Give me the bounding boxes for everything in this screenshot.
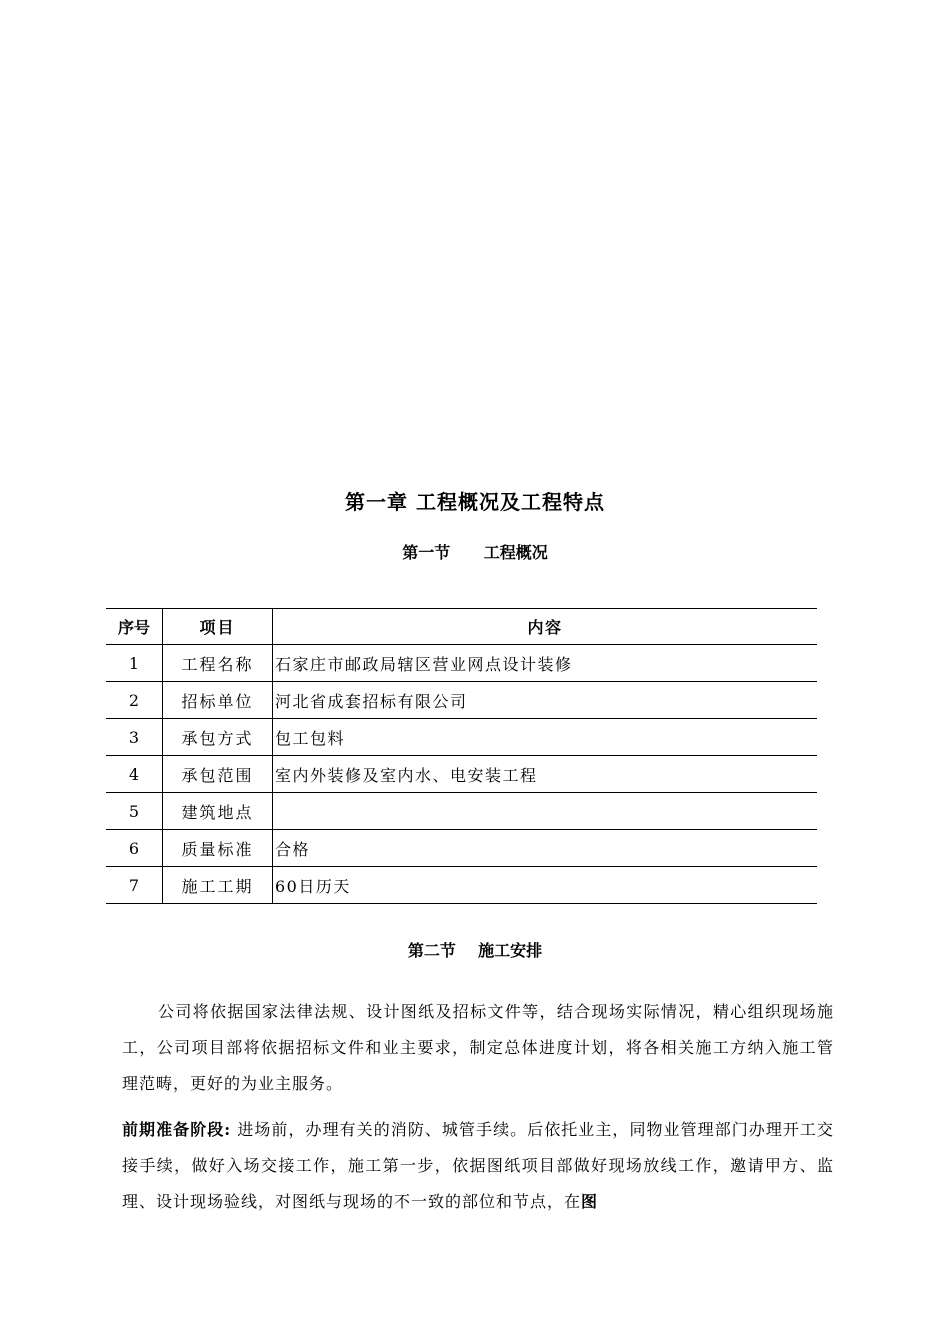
header-content: 内容 bbox=[273, 609, 818, 645]
header-item: 项目 bbox=[163, 609, 273, 645]
row-item: 工程名称 bbox=[163, 645, 273, 682]
paragraph-lead: 前期准备阶段: bbox=[122, 1120, 232, 1139]
row-item: 建筑地点 bbox=[163, 793, 273, 830]
row-content bbox=[273, 793, 818, 830]
paragraph-body: 进场前，办理有关的消防、城管手续。后依托业主，同物业管理部门办理开工交接手续，做好入场交接工作，施工第一步，依据图纸项目部做好现场放线工作，邀请甲方、监理、设计现场验线，对图纸与现场的不一致的部位和节点，在 bbox=[122, 1120, 834, 1211]
row-content: 60日历天 bbox=[273, 867, 818, 904]
table-row bbox=[106, 719, 817, 756]
row-item: 质量标准 bbox=[163, 830, 273, 867]
row-no: 4 bbox=[106, 756, 163, 793]
chapter-title: 第一章 工程概况及工程特点 bbox=[345, 490, 605, 514]
row-no: 5 bbox=[106, 793, 163, 830]
row-no: 1 bbox=[106, 645, 163, 682]
project-overview-table bbox=[106, 608, 817, 904]
row-no: 6 bbox=[106, 830, 163, 867]
table-row bbox=[106, 645, 817, 682]
row-content: 合格 bbox=[273, 830, 818, 867]
table-row bbox=[106, 830, 817, 867]
row-content: 室内外装修及室内水、电安装工程 bbox=[273, 756, 818, 793]
table-header-row bbox=[106, 609, 817, 645]
row-item: 施工工期 bbox=[163, 867, 273, 904]
table-row bbox=[106, 756, 817, 793]
paragraph-tail: 图 bbox=[581, 1192, 599, 1211]
paragraph-intro: 公司将依据国家法律法规、设计图纸及招标文件等，结合现场实际情况，精心组织现场施工，公司项目部将依据招标文件和业主要求，制定总体进度计划，将各相关施工方纳入施工管理范畴，更好的为业主服务。 bbox=[122, 1002, 834, 1093]
header-no: 序号 bbox=[106, 609, 163, 645]
row-item: 招标单位 bbox=[163, 682, 273, 719]
table-row bbox=[106, 682, 817, 719]
row-content: 包工包料 bbox=[273, 719, 818, 756]
table-row bbox=[106, 867, 817, 904]
table-row bbox=[106, 793, 817, 830]
row-content: 河北省成套招标有限公司 bbox=[273, 682, 818, 719]
row-item: 承包方式 bbox=[163, 719, 273, 756]
paragraph-preparation bbox=[122, 1112, 834, 1220]
row-content: 石家庄市邮政局辖区营业网点设计装修 bbox=[273, 645, 818, 682]
section-title-arrangement: 第二节 施工安排 bbox=[407, 941, 543, 960]
row-no: 7 bbox=[106, 867, 163, 904]
row-no: 2 bbox=[106, 682, 163, 719]
row-item: 承包范围 bbox=[163, 756, 273, 793]
row-no: 3 bbox=[106, 719, 163, 756]
section-title-overview: 第一节 工程概况 bbox=[402, 543, 548, 562]
